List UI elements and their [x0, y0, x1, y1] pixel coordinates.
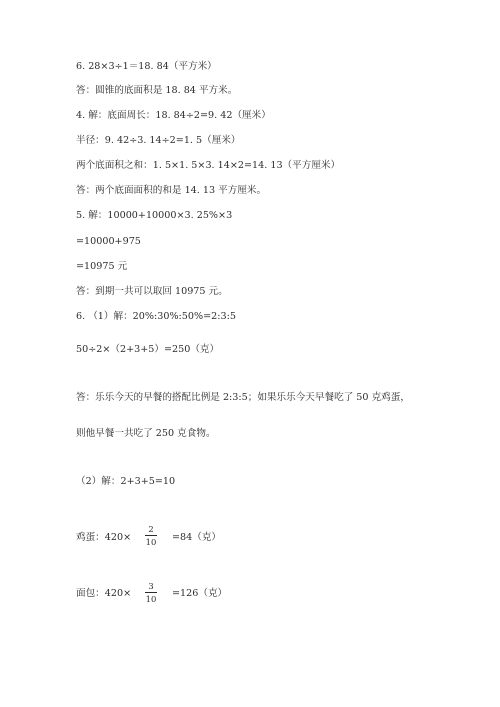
text-line: 50÷2×（2+3+5）=250（克）: [76, 344, 220, 355]
text-line: 5. 解：10000+10000×3. 25%×3: [76, 210, 233, 221]
text-line: 则他早餐一共吃了 250 克食物。: [76, 428, 216, 439]
text-line: =10975 元: [76, 261, 128, 272]
egg-denominator: 10: [145, 537, 157, 547]
egg-suffix: =84（克）: [172, 532, 222, 543]
text-line: 答：到期一共可以取回 10975 元。: [76, 286, 228, 297]
text-line: （2）解：2+3+5=10: [76, 476, 176, 487]
text-line: =10000+975: [76, 236, 141, 247]
bread-denominator: 10: [145, 594, 157, 604]
bread-prefix: 面包：420×: [76, 588, 132, 599]
bread-numerator: 3: [148, 581, 154, 591]
egg-numerator: 2: [148, 524, 154, 534]
fraction-bar: [145, 592, 157, 593]
egg-fraction: [144, 524, 158, 547]
text-line: 答：两个底面面积的和是 14. 13 平方厘米。: [76, 185, 267, 196]
egg-prefix: 鸡蛋：420×: [76, 532, 132, 543]
text-line: 6. 28×3÷1＝18. 84（平方米）: [76, 61, 217, 72]
text-line: 6. （1）解：20%:30%:50%=2:3:5: [76, 311, 236, 322]
text-line: 两个底面积之和：1. 5×1. 5×3. 14×2=14. 13（平方厘米）: [76, 160, 341, 171]
text-line: 答：乐乐今天的早餐的搭配比例是 2:3:5；如果乐乐今天早餐吃了 50 克鸡蛋，: [76, 392, 410, 403]
bread-suffix: =126（克）: [172, 588, 228, 599]
text-line: 半径：9. 42÷3. 14÷2=1. 5（厘米）: [76, 135, 241, 146]
fraction-bar: [145, 535, 157, 536]
text-line: 答：圆锥的底面积是 18. 84 平方米。: [76, 85, 238, 96]
text-line: 4. 解：底面周长：18. 84÷2=9. 42（厘米）: [76, 110, 271, 121]
bread-fraction: [144, 581, 158, 604]
